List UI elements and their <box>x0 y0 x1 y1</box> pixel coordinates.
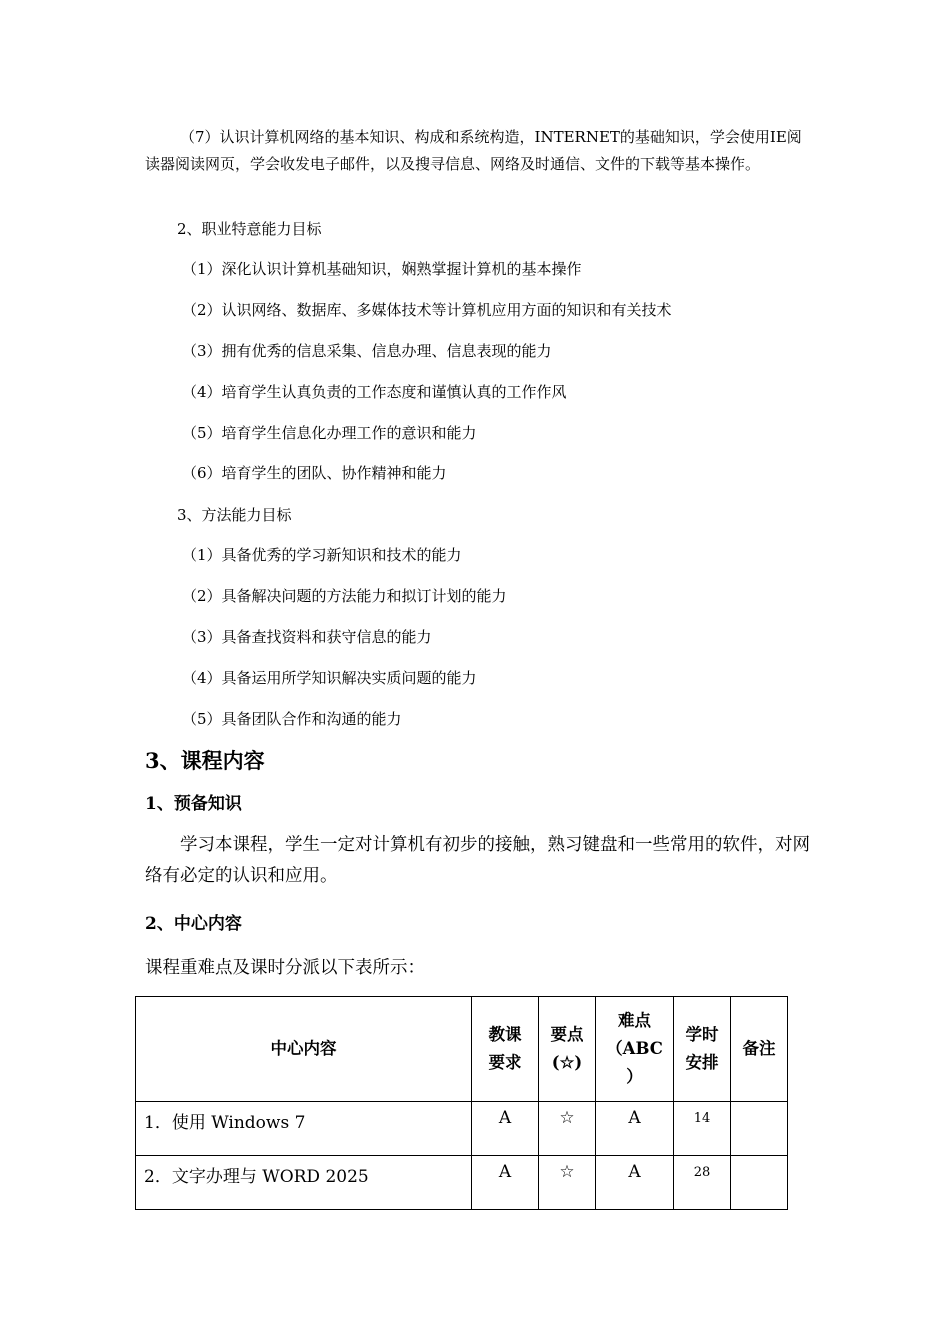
cell-key-point: ☆ <box>539 1156 596 1210</box>
header-label: ） <box>626 1067 643 1086</box>
header-difficulty <box>596 997 674 1102</box>
header-remarks <box>731 997 788 1102</box>
cell-difficulty: A <box>596 1156 674 1210</box>
header-teaching-requirement <box>472 997 539 1102</box>
cell-remarks <box>731 1102 788 1156</box>
list-item: （4）具备运用所学知识解决实质问题的能力 <box>182 669 477 687</box>
header-label: (☆) <box>551 1053 583 1072</box>
list-item: （2）具备解决问题的方法能力和拟订计划的能力 <box>182 587 507 605</box>
cell-hours: 14 <box>674 1102 731 1156</box>
subheading-core-content: 2、中心内容 <box>145 914 242 934</box>
cell-requirement: A <box>472 1156 539 1210</box>
header-class-hours <box>674 997 731 1102</box>
cell-difficulty: A <box>596 1102 674 1156</box>
header-label: 备注 <box>742 1039 776 1058</box>
heading-method-ability: 3、方法能力目标 <box>177 506 292 524</box>
header-label: 教课 <box>488 1025 522 1044</box>
header-core-content <box>136 997 472 1102</box>
header-label: 中心内容 <box>270 1039 337 1058</box>
list-item: （1）深化认识计算机基础知识，娴熟掌握计算机的基本操作 <box>182 260 582 278</box>
header-label: 安排 <box>685 1053 719 1072</box>
cell-content: 2．文字办理与 WORD 2025 <box>136 1156 472 1210</box>
list-item: （3）具备查找资料和获守信息的能力 <box>182 628 432 646</box>
header-key-point <box>539 997 596 1102</box>
cell-content: 1．使用 Windows 7 <box>136 1102 472 1156</box>
cell-key-point: ☆ <box>539 1102 596 1156</box>
table-intro-text: 课程重难点及课时分派以下表所示： <box>145 958 425 978</box>
subheading-prerequisites: 1、预备知识 <box>145 794 242 814</box>
header-label: 要点 <box>550 1025 584 1044</box>
heading-professional-ability: 2、职业特意能力目标 <box>177 220 322 238</box>
list-item: （2）认识网络、数据库、多媒体技术等计算机应用方面的知识和有关技术 <box>182 301 672 319</box>
cell-remarks <box>731 1156 788 1210</box>
list-item: （6）培育学生的团队、协作精神和能力 <box>182 464 447 482</box>
list-item: （5）培育学生信息化办理工作的意识和能力 <box>182 424 477 442</box>
header-label: 要求 <box>488 1053 522 1072</box>
cell-requirement: A <box>472 1102 539 1156</box>
section-title-course-content: 3、课程内容 <box>145 748 265 773</box>
header-label: 难点 <box>618 1011 651 1030</box>
paragraph-prerequisites: 学习本课程，学生一定对计算机有初步的接触，熟习键盘和一些常用的软件，对网络有必定的认识和应用。 <box>145 835 810 886</box>
table-row <box>136 1102 788 1156</box>
header-label: （ABC <box>606 1039 663 1058</box>
paragraph-item-7: （7）认识计算机网络的基本知识、构成和系统构造，INTERNET的基础知识，学会使用IE阅读器阅读网页，学会收发电子邮件，以及搜寻信息、网络及时通信、文件的下载等基本操作。 <box>145 128 802 173</box>
list-item: （4）培育学生认真负责的工作态度和谨慎认真的工作作风 <box>182 383 567 401</box>
header-label: 学时 <box>685 1025 719 1044</box>
table-header-row <box>136 997 788 1102</box>
list-item: （5）具备团队合作和沟通的能力 <box>182 710 402 728</box>
list-item: （1）具备优秀的学习新知识和技术的能力 <box>182 546 462 564</box>
cell-hours: 28 <box>674 1156 731 1210</box>
table-row <box>136 1156 788 1210</box>
course-table <box>135 996 788 1210</box>
list-item: （3）拥有优秀的信息采集、信息办理、信息表现的能力 <box>182 342 552 360</box>
